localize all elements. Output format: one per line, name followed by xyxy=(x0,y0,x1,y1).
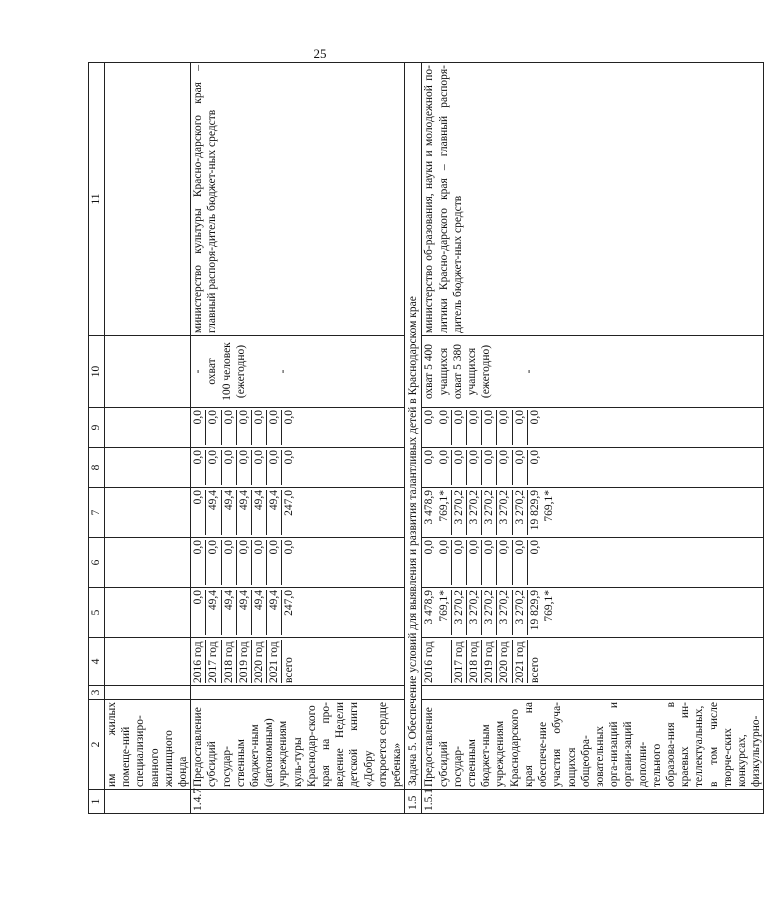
row-number-cell: 1.5.1 xyxy=(422,790,764,814)
amount-value: 49,4 xyxy=(252,590,267,635)
empty-cell xyxy=(105,638,191,686)
empty-cell xyxy=(191,686,405,700)
table-row xyxy=(422,63,764,814)
empty-cell xyxy=(105,408,191,448)
amount-value: 3 270,2 xyxy=(513,490,528,535)
year-label: 2016 год xyxy=(423,641,436,683)
empty-cell xyxy=(422,686,764,700)
page-number: 25 xyxy=(313,46,327,61)
amount-value: 0,0 xyxy=(237,410,252,445)
amount-value: 0,0 xyxy=(423,540,436,555)
empty-cell xyxy=(105,538,191,588)
amount-value: 0,0 xyxy=(252,410,267,445)
amount-value: 0,0 xyxy=(206,450,221,485)
year-label: 2018 год xyxy=(222,640,237,683)
year-label: 2020 год xyxy=(497,640,512,683)
amount-value: 49,4 xyxy=(267,490,282,535)
row-number-cell: 1.4.7 xyxy=(191,790,405,814)
amount-value: 49,4 xyxy=(222,590,237,635)
amount-value: 0,0 xyxy=(497,450,512,485)
empty-cell xyxy=(105,588,191,638)
amount-value: 3 270,2 xyxy=(467,490,482,535)
header-cell: 9 xyxy=(89,408,105,448)
amount-value: 0,0 xyxy=(423,450,436,465)
header-cell: 2 xyxy=(89,700,105,790)
amount-value: 0,0 xyxy=(283,450,296,465)
amount-cell xyxy=(422,448,764,488)
header-cell: 1 xyxy=(89,790,105,814)
amount-value: 3 478,9 xyxy=(423,590,436,625)
amount-value: 0,0 xyxy=(528,410,541,425)
result-line: охват 5 380 xyxy=(451,343,464,400)
result-line: 100 человек xyxy=(220,342,233,401)
result-line xyxy=(508,338,522,405)
budget-table xyxy=(88,62,763,814)
result-line: - xyxy=(522,369,535,374)
amount-value: 247,0 xyxy=(283,490,296,516)
result-line: - xyxy=(192,369,205,374)
amount-value: 0,0 xyxy=(222,450,237,485)
amount-cell xyxy=(191,408,405,448)
description-cell: Предоставление субсидий государ-ственным бюджет-ным учреждениям Краснодарского края на обеспече-ние участия обуча-ющихся общеобра-зовательных орга-низаций и органи-заций дополни-тельного образова-ния в краевых ин-теллектуальных, в том числе творче-ских конкурсах, физкультурно- xyxy=(422,700,764,790)
result-line: - xyxy=(277,369,290,374)
table-row xyxy=(105,63,191,814)
task-row xyxy=(405,63,422,814)
result-line xyxy=(262,338,276,405)
header-cell: 11 xyxy=(89,63,105,336)
amount-value: 0,0 xyxy=(497,410,512,445)
result-line xyxy=(248,338,262,405)
amount-value: 0,0 xyxy=(513,410,528,445)
amount-value: 3 270,2 xyxy=(497,590,512,635)
amount-value: 0,0 xyxy=(267,410,282,445)
amount-value: 769,1* xyxy=(543,490,556,522)
amount-value: 769,1* xyxy=(437,490,452,535)
result-cell xyxy=(191,336,405,408)
amount-value: 0,0 xyxy=(437,540,452,585)
result-line: охват 5 400 xyxy=(423,343,436,400)
year-label: 2017 год xyxy=(452,640,467,683)
amount-value: 0,0 xyxy=(482,450,497,485)
amount-cell xyxy=(191,448,405,488)
amount-value: 0,0 xyxy=(467,540,482,585)
row-number-cell xyxy=(105,790,191,814)
amount-value: 0,0 xyxy=(191,540,206,585)
task-number-cell: 1.5 xyxy=(405,790,422,814)
amount-cell xyxy=(191,538,405,588)
amount-value: 19 829,9 xyxy=(528,490,541,531)
header-cell: 3 xyxy=(89,686,105,700)
amount-value: 0,0 xyxy=(237,450,252,485)
amount-value: 0,0 xyxy=(206,410,221,445)
amount-value: 0,0 xyxy=(191,590,206,635)
amount-cell xyxy=(422,408,764,448)
result-line xyxy=(493,338,507,405)
amount-value: 0,0 xyxy=(222,410,237,445)
years-cell xyxy=(422,638,764,686)
amount-value: 0,0 xyxy=(437,450,452,485)
description-cell: Предоставление субсидий государ-ственным бюджет-ным (автономным) учреждениям куль-туры Краснодар-ского края на про-ведение Недели детской книги «Добру откроется сердце ребенка» xyxy=(191,700,405,790)
amount-value: 247,0 xyxy=(283,590,296,616)
amount-value: 0,0 xyxy=(191,410,206,445)
amount-value: 49,4 xyxy=(206,490,221,535)
header-cell: 4 xyxy=(89,638,105,686)
executor-cell: министерство об-разования, науки и молодежной по-литики Красно-дарского края – главный распоря-дитель бюджет-ных средств xyxy=(422,63,764,336)
year-label: 2021 год xyxy=(513,640,528,683)
amount-value: 19 829,9 xyxy=(528,590,541,631)
header-cell: 5 xyxy=(89,588,105,638)
year-label: всего xyxy=(528,657,541,683)
amount-value: 3 270,2 xyxy=(452,490,467,535)
amount-cell xyxy=(422,488,764,538)
amount-value: 0,0 xyxy=(252,450,267,485)
amount-value: 0,0 xyxy=(467,410,482,445)
amount-value: 0,0 xyxy=(452,450,467,485)
amount-value: 769,1* xyxy=(437,590,452,635)
executor-cell: министерство культуры Красно-дарского края – главный распоря-дитель бюджет-ных средств xyxy=(191,63,405,336)
amount-value: 0,0 xyxy=(423,410,436,425)
amount-value: 3 478,9 xyxy=(423,490,436,525)
amount-value: 0,0 xyxy=(237,540,252,585)
program-table xyxy=(88,62,764,814)
amount-value: 49,4 xyxy=(237,590,252,635)
amount-value: 49,4 xyxy=(206,590,221,635)
amount-value: 0,0 xyxy=(482,410,497,445)
amount-value: 0,0 xyxy=(497,540,512,585)
empty-cell xyxy=(105,686,191,700)
amount-value: 49,4 xyxy=(267,590,282,635)
year-label: 2016 год xyxy=(191,640,206,683)
amount-value: 49,4 xyxy=(252,490,267,535)
amount-value: 49,4 xyxy=(237,490,252,535)
result-line: (ежегодно) xyxy=(480,344,493,399)
year-label: 2021 год xyxy=(267,640,282,683)
amount-value: 0,0 xyxy=(528,540,541,555)
year-label: 2020 год xyxy=(252,640,267,683)
amount-value: 0,0 xyxy=(482,540,497,585)
amount-value: 0,0 xyxy=(528,450,541,465)
amount-cell xyxy=(422,538,764,588)
amount-value: 3 270,2 xyxy=(467,590,482,635)
header-row xyxy=(89,63,105,814)
result-line: учащихся xyxy=(437,347,450,396)
year-label: 2018 год xyxy=(467,640,482,683)
empty-cell xyxy=(105,63,191,336)
description-cell: им жилых помеще-ний специализиро-ванного жилищного фонда xyxy=(105,700,191,790)
amount-value: 0,0 xyxy=(222,540,237,585)
header-cell: 10 xyxy=(89,336,105,408)
amount-value: 3 270,2 xyxy=(482,590,497,635)
table-row xyxy=(191,63,405,814)
amount-value: 0,0 xyxy=(191,490,206,535)
amount-value: 3 270,2 xyxy=(497,490,512,535)
year-label: 2019 год xyxy=(237,640,252,683)
amount-value: 769,1* xyxy=(543,590,556,622)
year-label: всего xyxy=(283,657,296,683)
task-title-cell: Задача 5. Обеспечение условий для выявления и развития талантливых детей в Краснодарском крае xyxy=(405,63,422,790)
amount-value: 0,0 xyxy=(191,450,206,485)
result-line: (ежегодно) xyxy=(234,344,247,399)
year-label: 2017 год xyxy=(206,640,221,683)
years-cell xyxy=(191,638,405,686)
header-cell: 6 xyxy=(89,538,105,588)
result-line: охват xyxy=(206,358,219,385)
amount-value: 3 270,2 xyxy=(482,490,497,535)
year-label: 2019 год xyxy=(482,640,497,683)
amount-value: 0,0 xyxy=(513,540,528,585)
amount-value: 0,0 xyxy=(283,540,296,555)
amount-cell xyxy=(191,588,405,638)
amount-cell xyxy=(191,488,405,538)
empty-cell xyxy=(105,488,191,538)
amount-value: 0,0 xyxy=(452,540,467,585)
amount-value: 49,4 xyxy=(222,490,237,535)
result-cell xyxy=(422,336,764,408)
amount-value: 0,0 xyxy=(452,410,467,445)
amount-value: 0,0 xyxy=(267,450,282,485)
year-label xyxy=(437,640,452,683)
header-cell: 7 xyxy=(89,488,105,538)
amount-value: 0,0 xyxy=(513,450,528,485)
empty-cell xyxy=(105,336,191,408)
amount-cell xyxy=(422,588,764,638)
empty-cell xyxy=(105,448,191,488)
amount-value: 0,0 xyxy=(283,410,296,425)
amount-value: 0,0 xyxy=(467,450,482,485)
amount-value: 0,0 xyxy=(206,540,221,585)
amount-value: 0,0 xyxy=(267,540,282,585)
header-cell: 8 xyxy=(89,448,105,488)
amount-value: 0,0 xyxy=(437,410,452,445)
amount-value: 0,0 xyxy=(252,540,267,585)
amount-value: 3 270,2 xyxy=(452,590,467,635)
amount-value: 3 270,2 xyxy=(513,590,528,635)
result-line: учащихся xyxy=(466,347,479,396)
